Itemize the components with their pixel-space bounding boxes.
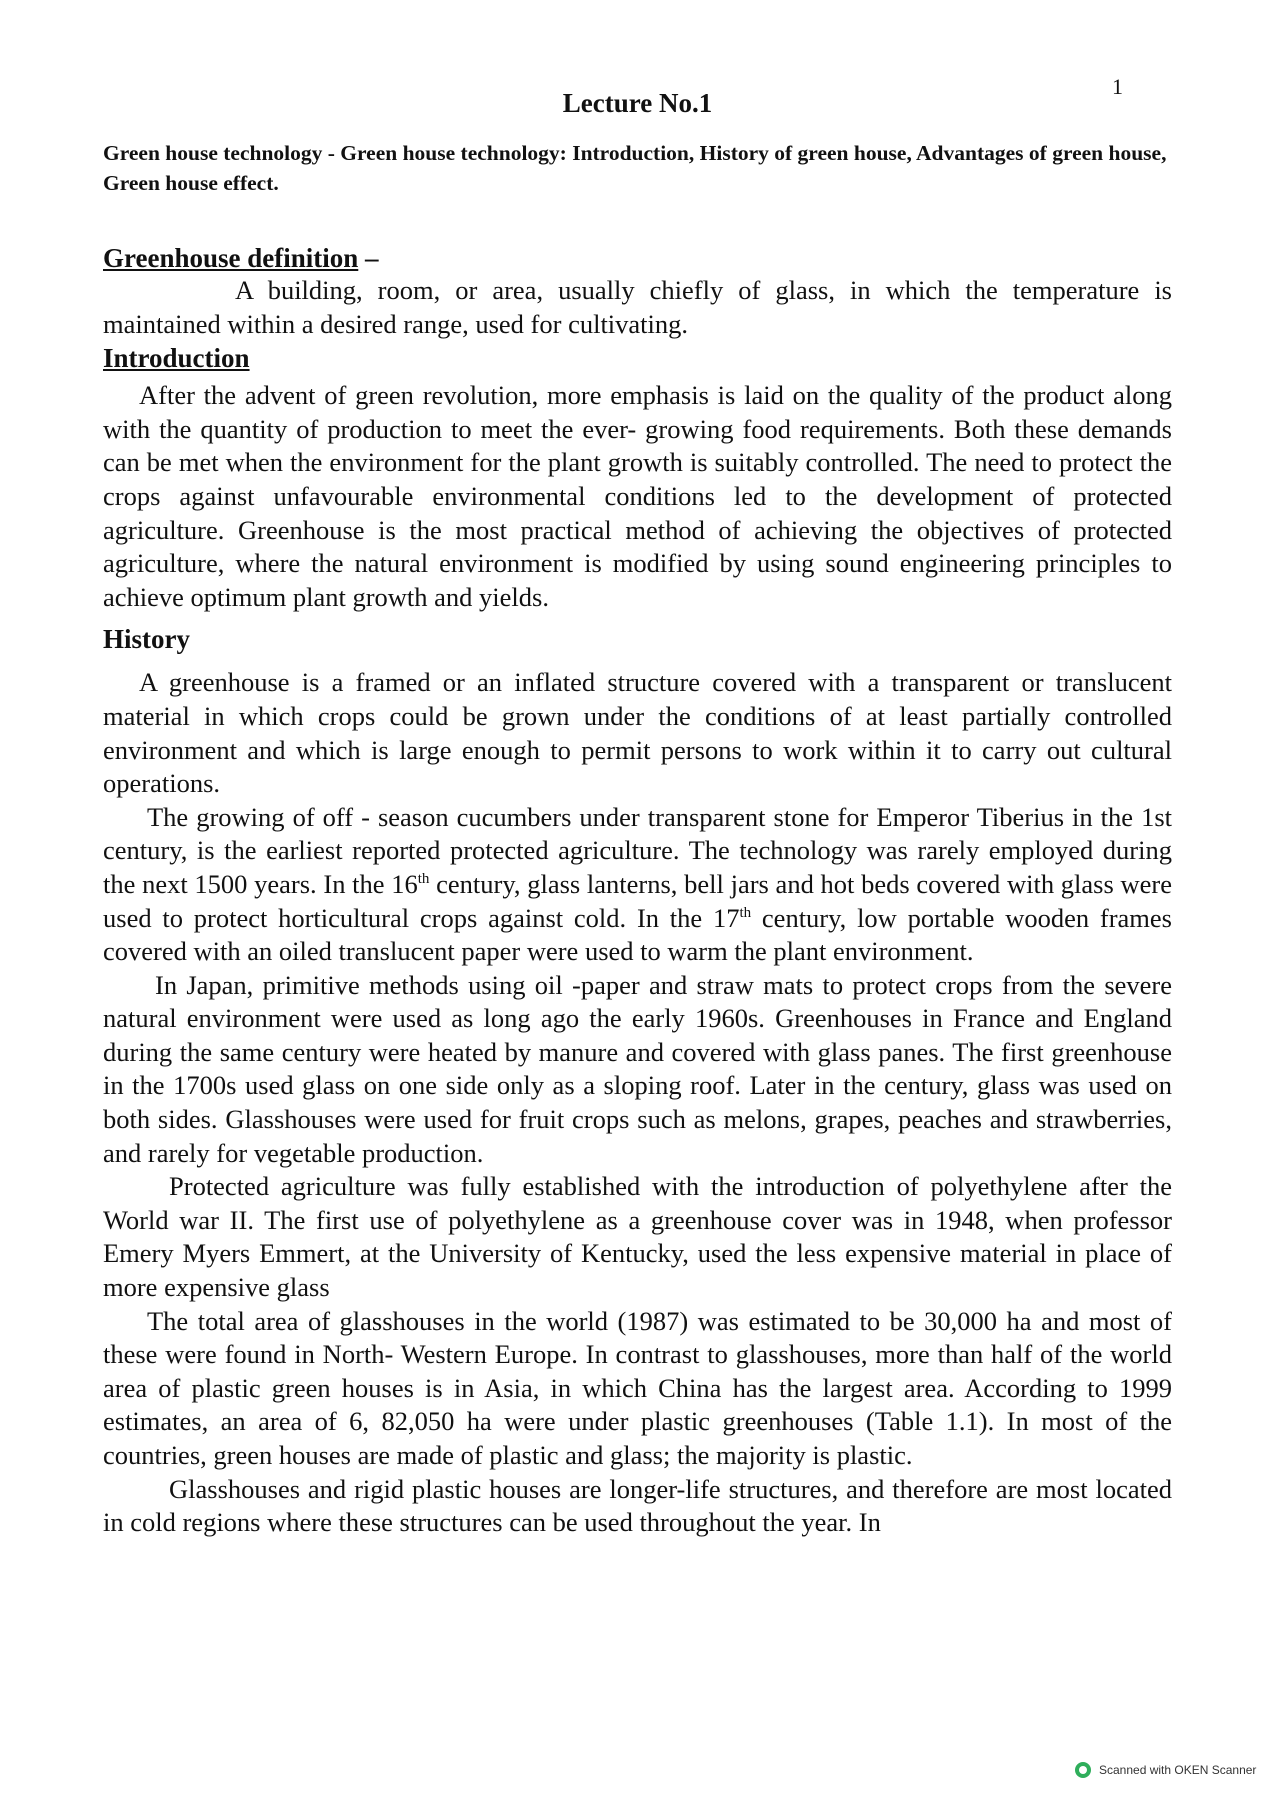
history-p2-part-b: century, glass lanterns, bell jars and hot beds covered with glass were used to protect horticultural crops against cold. In the 17 <box>103 868 1172 933</box>
history-paragraph-1: A greenhouse is a framed or an inflated structure covered with a transparent or translucent material in which crops could be grown under the conditions of at least partially controlled environment and which is large enough to permit persons to work within it to carry out cultural operations. <box>103 667 1172 799</box>
scanner-watermark-text: Scanned with OKEN Scanner <box>1099 1763 1257 1777</box>
lecture-subtitle: Green house technology - Green house technology: Introduction, History of green house, Advantages of green house, Green house effect. <box>103 141 1167 195</box>
history-paragraph-5: The total area of glasshouses in the world (1987) was estimated to be 30,000 ha and most of these were found in North- Western Europe. In contrast to glasshouses, more than half of the world area of plastic green houses is in Asia, in which China has the largest area. According to 1999 estimates, an area of 6, 82,050 ha were under plastic greenhouses (Table 1.1). In most of the countries, green houses are made of plastic and glass; the majority is plastic. <box>103 1305 1172 1470</box>
definition-heading-text: Greenhouse definition <box>103 243 359 273</box>
definition-heading <box>103 242 1172 274</box>
lecture-title: Lecture No.1 <box>562 88 713 118</box>
history-p2-part-a: The growing of off - season cucumbers under transparent stone for Emperor Tiberius in the 1st century, is the earliest reported protected agriculture. The technology was rarely employed during the next 1500 years. In the 16 <box>103 801 1172 899</box>
definition-dash: – <box>358 243 379 273</box>
history-paragraph-3: In Japan, primitive methods using oil -paper and straw mats to protect crops from the severe natural environment were used as long ago the early 1960s. Greenhouses in France and England during the same century were heated by manure and covered with glass panes. The first greenhouse in the 1700s used glass on one side only as a sloping roof. Later in the century, glass was used on both sides. Glasshouses were used for fruit crops such as melons, grapes, peaches and strawberries, and rarely for vegetable production. <box>103 969 1172 1168</box>
history-heading: History <box>103 624 190 655</box>
introduction-heading: Introduction <box>103 343 250 374</box>
history-p2-part-c: century, low portable wooden frames covered with an oiled translucent paper were used to warm the plant environment. <box>103 902 1172 967</box>
history-p2-superscript-1: th <box>417 871 430 888</box>
page-number: 1 <box>1112 74 1123 99</box>
scanner-logo-icon <box>1075 1762 1091 1778</box>
history-paragraph-2 <box>103 801 1172 969</box>
history-paragraph-6: Glasshouses and rigid plastic houses are longer-life structures, and therefore are most located in cold regions where these structures can be used throughout the year. In <box>103 1473 1172 1538</box>
document-body <box>103 88 1172 1540</box>
introduction-paragraph: After the advent of green revolution, more emphasis is laid on the quality of the product along with the quantity of production to meet the ever- growing food requirements. Both these demands can be met when the environment for the plant growth is suitably controlled. The need to protect the crops against unfavourable environmental conditions led to the development of protected agriculture. Greenhouse is the most practical method of achieving the objectives of protected agriculture, where the natural environment is modified by using sound engineering principles to achieve optimum plant growth and yields. <box>103 380 1172 612</box>
history-p2-superscript-2: th <box>739 904 752 921</box>
definition-text: A building, room, or area, usually chiefly of glass, in which the temperature is maintained within a desired range, used for cultivating. <box>103 275 1172 339</box>
scanner-watermark <box>1075 1762 1256 1778</box>
history-paragraph-4: Protected agriculture was fully established with the introduction of polyethylene after the World war II. The first use of polyethylene as a greenhouse cover was in 1948, when professor Emery Myers Emmert, at the University of Kentucky, used the less expensive material in place of more expensive glass <box>103 1171 1172 1303</box>
